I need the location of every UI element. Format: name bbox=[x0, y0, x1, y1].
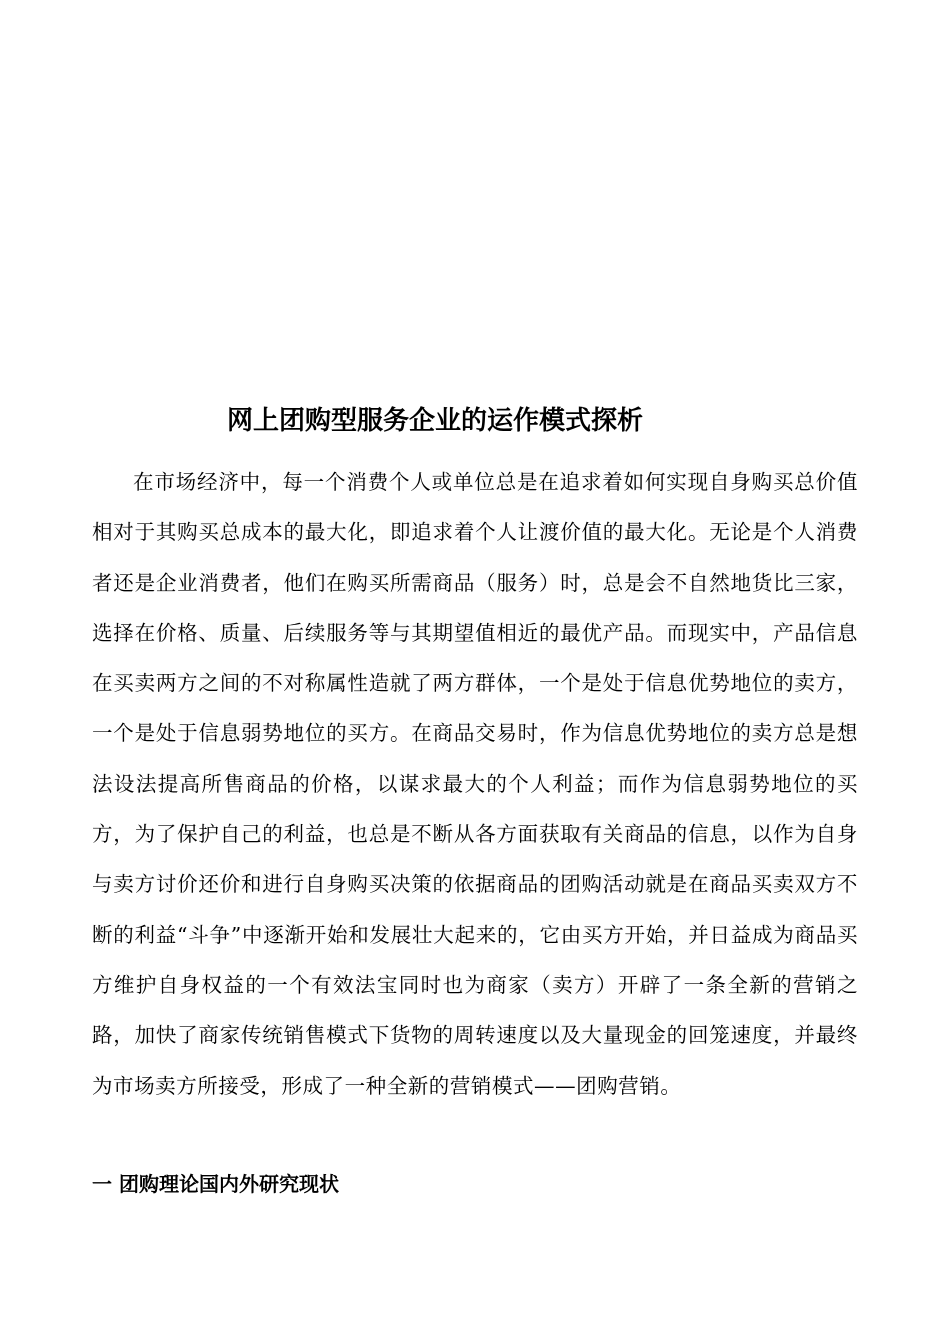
document-title: 网上团购型服务企业的运作模式探析 bbox=[226, 406, 643, 436]
section-heading: 一 团购理论国内外研究现状 bbox=[92, 1172, 339, 1196]
body-paragraph: 在市场经济中，每一个消费个人或单位总是在追求着如何实现自身购买总价值相对于其购买总成本的最大化，即追求着个人让渡价值的最大化。无论是个人消费者还是企业消费者，他们在购买所需商品（服务）时，总是会不自然地货比三家，选择在价格、质量、后续服务等与其期望值相近的最优产品。而现实中，产品信息在买卖两方之间的不对称属性造就了两方群体，一个是处于信息优势地位的卖方，一个是处于信息弱势地位的买方。在商品交易时，作为信息优势地位的卖方总是想法设法提高所售商品的价格，以谋求最大的个人利益；而作为信息弱势地位的买方，为了保护自己的利益，也总是不断从各方面获取有关商品的信息，以作为自身与卖方讨价还价和进行自身购买决策的依据商品的团购活动就是在商品买卖双方不断的利益“斗争”中逐渐开始和发展壮大起来的，它由买方开始，并日益成为商品买方维护自身权益的一个有效法宝同时也为商家（卖方）开辟了一条全新的营销之路，加快了商家传统销售模式下货物的周转速度以及大量现金的回笼速度，并最终为市场卖方所接受，形成了一种全新的营销模式——团购营销。 bbox=[92, 470, 858, 1098]
